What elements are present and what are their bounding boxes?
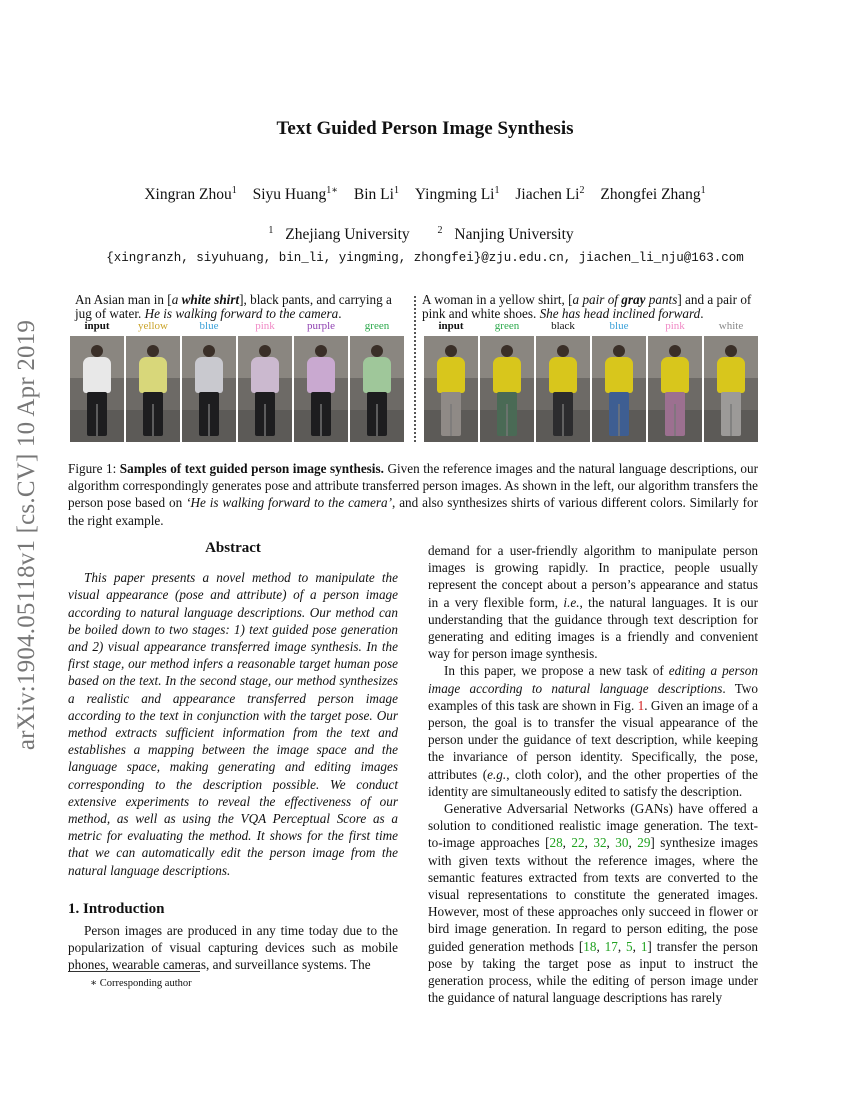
person-image bbox=[704, 336, 758, 442]
citation-link[interactable]: 32 bbox=[593, 835, 607, 851]
figure-left-caption: An Asian man in [a white shirt], black pants, and carrying a jug of water. He is walking forward to the camera. bbox=[75, 292, 392, 321]
footnote-rule bbox=[68, 971, 200, 972]
author-emails: {xingranzh, siyuhuang, bin_li, yingming, zhongfei}@zju.edu.cn, jiachen_li_nju@163.com bbox=[106, 251, 744, 265]
figure-label-input: input bbox=[84, 320, 110, 332]
affiliation: $^2$ Nanjing University bbox=[437, 225, 574, 244]
abstract-heading: Abstract bbox=[205, 540, 261, 556]
figure-label-color: purple bbox=[306, 320, 336, 332]
author-list bbox=[0, 185, 850, 204]
paper-title: Text Guided Person Image Synthesis bbox=[276, 118, 574, 139]
author: Zhongfei Zhang$^1$ bbox=[600, 185, 706, 204]
person-image bbox=[238, 336, 292, 442]
abstract-text: This paper presents a novel method to manipulate the visual appearance (pose and attribute) of a person image according to natural language descriptions. Our method can be boiled down to two stages: 1) text guided pose generation and 2) visual appearance transferred image synthesis. In the first stage, our method infers a reasonable target human pose based on the text. In the second stage, our method synthesizes a realistic and appearance transferred person image according to the text in conjunction with the target pose. Our method extracts sufficient information from the text and establishes a mapping between the image space and the language space, making generating and editing images corresponding to the description possible. We conduct extensive experiments to reveal the effectiveness of our method, as well as using the VQA Perceptual Score as a metric for evaluating the method. It shows for the first time that we can automatically edit the person image from the natural language descriptions. bbox=[68, 570, 398, 878]
figure-reference-link[interactable]: 1 bbox=[637, 697, 645, 713]
person-image bbox=[480, 336, 534, 442]
author: Bin Li$^1$ bbox=[353, 185, 399, 204]
intro-heading: 1. Introduction bbox=[68, 900, 165, 917]
right-column bbox=[428, 542, 758, 1006]
person-image bbox=[182, 336, 236, 442]
person-image bbox=[294, 336, 348, 442]
paragraph: In this paper, we propose a new task of editing a person image according to natural language descriptions. Two examples of this task are shown in Fig. 1. Given an image of a person, the goal is to transfer the visual appearance of the person under the guidance of text description, while keeping the invariance of person identity. Specifically, the pose, attributes (e.g., cloth color), and the other properties of the identity are simultaneously edited to satisfy the description. bbox=[428, 663, 759, 799]
person-image bbox=[536, 336, 590, 442]
author: Yingming Li$^1$ bbox=[414, 185, 500, 204]
figure-caption: Figure 1: Samples of text guided person image synthesis. Given the reference images and the natural language descriptions, our algorithm correspondingly generates pose and attribute transferred person images. As shown in the left, our algorithm transfers the person pose based on ‘He is walking forward to the camera’, and also synthesizes shirts of various different colors. Similarly for the right example. bbox=[68, 461, 758, 528]
citation-link[interactable]: 1 bbox=[640, 938, 648, 954]
citation-link[interactable]: 28 bbox=[549, 835, 563, 851]
author: Jiachen Li$^2$ bbox=[515, 185, 585, 204]
person-image bbox=[350, 336, 404, 442]
left-column bbox=[68, 540, 398, 974]
figure-label-color: green bbox=[364, 320, 390, 332]
figure-label-color: yellow bbox=[138, 320, 168, 332]
figure-label-color: blue bbox=[199, 320, 219, 332]
figure-label-color: green bbox=[494, 320, 520, 332]
person-image bbox=[70, 336, 124, 442]
figure-label-color: black bbox=[551, 320, 575, 332]
paragraph: Generative Adversarial Networks (GANs) have offered a solution to conditioned realistic image generation. The text-to-image approaches [28, 22, 32, 30, 29] synthesize images with given texts without the reference images, where the semantic features extracted from texts are converted to the visual representations to constitute the generated images. However, most of these approaches only succeed in flower or bird image generation. In regard to person editing, the pose guided generation methods [18, 17, 5, 1] transfer the person pose by taking the target pose as input to instruct the generation process, while the editing of person image under the guidance of natural language descriptions has rarely bbox=[428, 801, 759, 1006]
citation-link[interactable]: 30 bbox=[615, 835, 629, 851]
citation-link[interactable]: 29 bbox=[637, 835, 651, 851]
figure-label-color: blue bbox=[609, 320, 629, 332]
author: Xingran Zhou$^1$ bbox=[144, 185, 237, 204]
citation-link[interactable]: 5 bbox=[626, 938, 633, 954]
person-image bbox=[592, 336, 646, 442]
figure-divider bbox=[414, 296, 416, 442]
citation-link[interactable]: 18 bbox=[583, 938, 597, 954]
person-image bbox=[424, 336, 478, 442]
footnote: ∗ Corresponding author bbox=[90, 978, 192, 989]
figure-right-caption: A woman in a yellow shirt, [a pair of gray pants] and a pair of pink and white shoes. She has head inclined forward. bbox=[422, 292, 752, 321]
person-image bbox=[126, 336, 180, 442]
paragraph: demand for a user-friendly algorithm to manipulate person images is growing rapidly. In practice, people usually represent the concept about a person’s appearance and status in a very flexible form, i.e., the natural languages. It is our understanding that the guidance through text description for generating and editing images is a friendly and convenient way for person image synthesis. bbox=[428, 543, 758, 662]
figure-label-color: white bbox=[718, 320, 744, 332]
figure-label-color: pink bbox=[665, 320, 685, 332]
arxiv-stamp-text: arXiv:1904.05118v1 [cs.CV] 10 Apr 2019 bbox=[13, 319, 40, 751]
affiliation: $^1$ Zhejiang University bbox=[268, 225, 410, 244]
citation-link[interactable]: 22 bbox=[571, 835, 585, 851]
arxiv-stamp bbox=[6, 290, 48, 780]
citation-link[interactable]: 17 bbox=[604, 938, 618, 954]
figure-label-input: input bbox=[438, 320, 464, 332]
affiliations bbox=[0, 225, 850, 244]
intro-paragraph: Person images are produced in any time today due to the popularization of visual capturing devices such as mobile phones, wearable cameras, and surveillance systems. The bbox=[68, 923, 398, 973]
person-image bbox=[648, 336, 702, 442]
author: Siyu Huang$^{1∗}$ bbox=[252, 185, 339, 204]
figure-label-color: pink bbox=[255, 320, 275, 332]
